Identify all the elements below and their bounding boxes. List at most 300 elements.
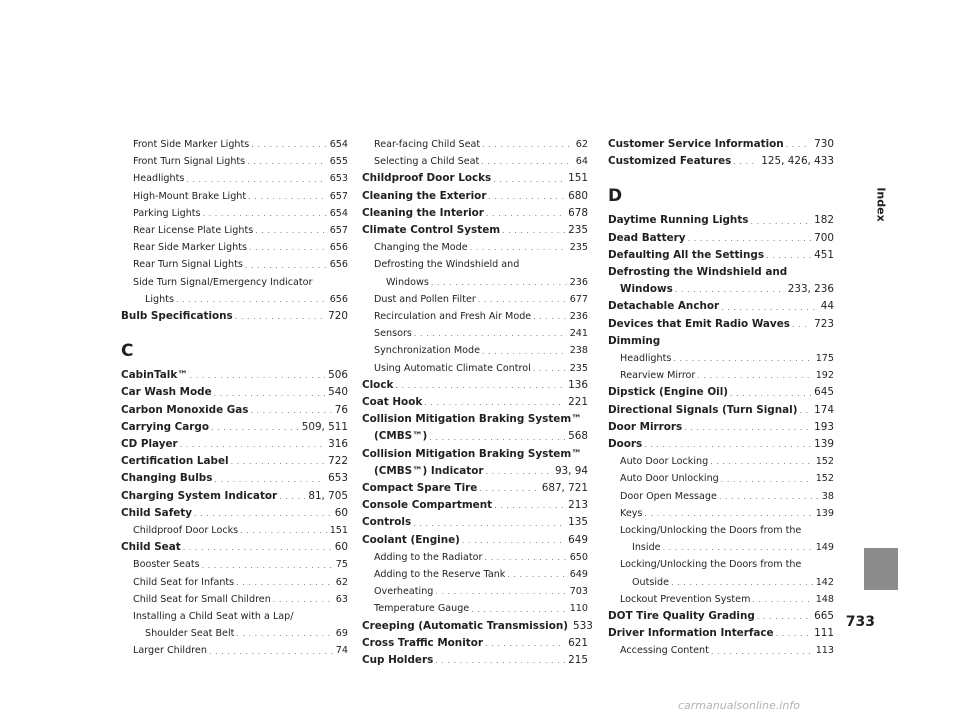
index-entry[interactable] bbox=[362, 239, 588, 256]
dot-leader bbox=[395, 381, 565, 391]
index-entry[interactable] bbox=[608, 367, 834, 384]
index-entry[interactable] bbox=[121, 522, 348, 539]
index-entry[interactable] bbox=[362, 514, 588, 531]
dot-leader bbox=[488, 192, 565, 202]
index-entry-page[interactable]: 238 bbox=[569, 345, 588, 357]
dot-leader bbox=[236, 578, 333, 588]
index-entry[interactable] bbox=[608, 539, 834, 556]
index-entry[interactable] bbox=[362, 222, 588, 239]
dot-leader bbox=[711, 647, 813, 657]
index-entry[interactable] bbox=[121, 274, 348, 291]
index-entry-page[interactable]: 656 bbox=[329, 259, 348, 271]
index-entry-term: Daytime Running Lights bbox=[608, 214, 749, 227]
dot-leader bbox=[273, 595, 333, 605]
dot-leader bbox=[485, 639, 565, 649]
index-entry[interactable] bbox=[121, 239, 348, 256]
index-entry[interactable] bbox=[608, 556, 834, 573]
dot-leader bbox=[211, 423, 299, 433]
index-column-1 bbox=[121, 136, 348, 660]
index-entry[interactable] bbox=[362, 566, 588, 583]
index-entry-page[interactable]: 506 bbox=[328, 369, 348, 382]
dot-leader bbox=[493, 175, 565, 185]
index-entry[interactable] bbox=[362, 170, 588, 187]
index-entry-page[interactable]: 657 bbox=[329, 190, 348, 202]
index-entry-page[interactable]: 650 bbox=[569, 551, 588, 563]
index-entry-term: Clock bbox=[362, 378, 394, 391]
index-entry-page[interactable]: 665 bbox=[814, 610, 834, 623]
index-entry-term: Temperature Gauge bbox=[374, 603, 470, 615]
index-entry[interactable] bbox=[608, 402, 834, 419]
dot-leader bbox=[429, 433, 565, 443]
index-entry[interactable] bbox=[608, 522, 834, 539]
index-entry-term: Driver Information Interface bbox=[608, 627, 774, 640]
index-entry[interactable] bbox=[362, 377, 588, 394]
index-entry[interactable] bbox=[608, 453, 834, 470]
dot-leader bbox=[478, 295, 567, 305]
index-entry[interactable] bbox=[362, 549, 588, 566]
dot-leader bbox=[255, 226, 326, 236]
index-entry-term: DOT Tire Quality Grading bbox=[608, 610, 755, 623]
dot-leader bbox=[481, 157, 572, 167]
index-entry-term: Dust and Pollen Filter bbox=[374, 293, 476, 305]
index-entry-term: Defrosting the Windshield and bbox=[374, 259, 520, 271]
dot-leader bbox=[697, 371, 812, 381]
index-entry-term: Accessing Content bbox=[620, 645, 709, 657]
index-entry-term: Coat Hook bbox=[362, 396, 423, 409]
index-entry[interactable] bbox=[362, 652, 588, 669]
index-entry-page[interactable]: 151 bbox=[329, 525, 348, 537]
index-entry-term: Collision Mitigation Braking System™ bbox=[362, 413, 582, 426]
index-entry-page[interactable]: 316 bbox=[328, 438, 348, 451]
index-entry[interactable] bbox=[121, 470, 348, 487]
dot-leader bbox=[240, 526, 327, 536]
index-entry[interactable] bbox=[362, 274, 588, 291]
index-entry-page[interactable]: 139 bbox=[815, 507, 834, 519]
index-entry-term: Detachable Anchor bbox=[608, 300, 720, 313]
dot-leader bbox=[733, 157, 758, 167]
watermark: carmanualsonline.info bbox=[678, 699, 800, 712]
dot-leader bbox=[471, 605, 566, 615]
index-entry-page[interactable]: 235 bbox=[568, 224, 588, 237]
index-entry[interactable] bbox=[608, 264, 834, 281]
index-entry-term: Locking/Unlocking the Doors from the bbox=[620, 559, 802, 571]
index-entry[interactable] bbox=[362, 618, 593, 635]
index-entry-page[interactable]: 142 bbox=[815, 576, 834, 588]
index-entry-page[interactable]: 540 bbox=[328, 386, 348, 399]
index-entry-page[interactable]: 60 bbox=[334, 541, 348, 554]
index-entry-page[interactable]: 653 bbox=[329, 173, 348, 185]
dot-leader bbox=[231, 457, 326, 467]
index-entry-term: Selecting a Child Seat bbox=[374, 156, 480, 168]
index-entry-page[interactable]: 76 bbox=[334, 403, 348, 416]
index-entry-term: Customer Service Information bbox=[608, 138, 784, 150]
index-entry[interactable] bbox=[362, 291, 588, 308]
index-entry-page[interactable]: 213 bbox=[568, 499, 588, 512]
index-entry[interactable] bbox=[121, 436, 348, 453]
index-entry-page[interactable]: 81, 705 bbox=[308, 489, 348, 502]
index-entry[interactable] bbox=[121, 642, 348, 659]
dot-leader bbox=[435, 656, 565, 666]
index-entry-term: Cross Traffic Monitor bbox=[362, 636, 483, 649]
index-entry-page[interactable]: 236 bbox=[569, 276, 588, 288]
index-entry-term: CabinTalk™ bbox=[121, 369, 188, 382]
index-entry-term: Directional Signals (Turn Signal) bbox=[608, 403, 798, 416]
index-entry[interactable] bbox=[608, 419, 834, 436]
dot-leader bbox=[190, 371, 326, 381]
index-entry-page[interactable]: 152 bbox=[815, 473, 834, 485]
dot-leader bbox=[470, 243, 567, 253]
index-column-2 bbox=[362, 136, 593, 669]
index-entry[interactable] bbox=[362, 256, 588, 273]
index-entry-page[interactable]: 152 bbox=[815, 456, 834, 468]
index-entry[interactable] bbox=[362, 325, 588, 342]
index-entry[interactable] bbox=[608, 505, 834, 522]
dot-leader bbox=[413, 519, 565, 529]
index-entry[interactable] bbox=[121, 402, 348, 419]
index-entry[interactable] bbox=[121, 539, 348, 556]
index-entry-term: Overheating bbox=[374, 586, 434, 598]
index-entry[interactable] bbox=[362, 446, 588, 463]
index-entry[interactable] bbox=[121, 291, 348, 308]
index-entry-term: Door Open Message bbox=[620, 490, 717, 502]
index-entry-page[interactable]: 656 bbox=[329, 293, 348, 305]
index-entry-term: Locking/Unlocking the Doors from the bbox=[620, 525, 802, 537]
index-entry-page[interactable]: 93, 94 bbox=[554, 464, 588, 477]
index-entry[interactable] bbox=[121, 556, 348, 573]
dot-leader bbox=[719, 492, 819, 502]
dot-leader bbox=[533, 364, 567, 374]
index-entry[interactable] bbox=[362, 342, 588, 359]
index-entry-term: Controls bbox=[362, 516, 412, 529]
index-entry-page[interactable]: 63 bbox=[335, 593, 348, 605]
index-letter-heading: D bbox=[608, 186, 623, 207]
index-entry-page[interactable]: 687, 721 bbox=[541, 482, 588, 495]
index-entry[interactable] bbox=[608, 153, 834, 170]
index-entry[interactable] bbox=[121, 222, 348, 239]
index-entry[interactable] bbox=[608, 642, 834, 659]
index-entry-page[interactable]: 69 bbox=[335, 628, 348, 640]
index-entry[interactable] bbox=[121, 574, 348, 591]
index-entry-page[interactable]: 730 bbox=[814, 138, 834, 150]
index-entry-term: Using Automatic Climate Control bbox=[374, 362, 531, 374]
index-entry-page[interactable]: 700 bbox=[814, 231, 834, 244]
index-entry-term: Cup Holders bbox=[362, 654, 434, 667]
index-entry-term: Defrosting the Windshield and bbox=[608, 266, 788, 279]
index-entry[interactable] bbox=[121, 188, 348, 205]
index-entry-term: Car Wash Mode bbox=[121, 386, 212, 399]
index-entry[interactable] bbox=[121, 136, 348, 153]
index-entry-term: Side Turn Signal/Emergency Indicator bbox=[133, 276, 313, 288]
dot-leader bbox=[644, 509, 812, 519]
index-entry-term: Bulb Specifications bbox=[121, 310, 233, 323]
index-entry-term: Doors bbox=[608, 438, 643, 451]
dot-leader bbox=[209, 647, 333, 657]
index-entry-page[interactable]: 649 bbox=[569, 569, 588, 581]
index-entry-page[interactable]: 509, 511 bbox=[301, 420, 348, 433]
dot-leader bbox=[247, 157, 327, 167]
index-entry-page[interactable]: 680 bbox=[568, 189, 588, 202]
index-entry-term: Childproof Door Locks bbox=[133, 525, 239, 537]
dot-leader bbox=[214, 389, 326, 399]
index-entry[interactable] bbox=[121, 625, 348, 642]
index-entry-term: CD Player bbox=[121, 438, 178, 451]
index-entry-page[interactable]: 125, 426, 433 bbox=[761, 155, 834, 168]
index-entry[interactable] bbox=[608, 281, 834, 298]
index-entry[interactable] bbox=[608, 316, 834, 333]
dot-leader bbox=[279, 492, 305, 502]
dot-leader bbox=[203, 209, 327, 219]
dot-leader bbox=[486, 209, 565, 219]
dot-leader bbox=[202, 561, 333, 571]
index-entry[interactable] bbox=[121, 170, 348, 187]
index-entry-term: Adding to the Radiator bbox=[374, 551, 483, 563]
index-entry[interactable] bbox=[608, 384, 834, 401]
index-entry-page[interactable]: 653 bbox=[328, 472, 348, 485]
index-entry[interactable] bbox=[362, 394, 588, 411]
index-entry[interactable] bbox=[121, 419, 348, 436]
section-tab-marker bbox=[864, 548, 898, 590]
index-entry-page[interactable]: 678 bbox=[568, 206, 588, 219]
index-entry[interactable] bbox=[362, 428, 588, 445]
dot-leader bbox=[482, 140, 573, 150]
side-tab-label: Index bbox=[874, 186, 888, 222]
index-entry[interactable] bbox=[121, 308, 348, 325]
index-entry[interactable] bbox=[608, 230, 834, 247]
index-entry-page[interactable]: 677 bbox=[569, 293, 588, 305]
index-entry[interactable] bbox=[608, 488, 834, 505]
index-entry-term: Lockout Prevention System bbox=[620, 593, 751, 605]
index-entry-page[interactable]: 235 bbox=[569, 362, 588, 374]
index-entry-term: Certification Label bbox=[121, 455, 229, 468]
index-entry[interactable] bbox=[608, 136, 834, 153]
index-entry-term: Carbon Monoxide Gas bbox=[121, 403, 249, 416]
index-entry[interactable] bbox=[362, 583, 588, 600]
dot-leader bbox=[414, 329, 567, 339]
index-entry[interactable] bbox=[121, 453, 348, 470]
index-entry[interactable] bbox=[608, 333, 834, 350]
index-entry-term: Child Seat bbox=[121, 541, 181, 554]
index-entry[interactable] bbox=[608, 608, 834, 625]
index-entry[interactable] bbox=[121, 367, 348, 384]
index-entry-page[interactable]: 60 bbox=[334, 506, 348, 519]
index-entry-term: Child Safety bbox=[121, 506, 193, 519]
index-entry[interactable] bbox=[121, 608, 348, 625]
index-entry-term: Child Seat for Infants bbox=[133, 576, 235, 588]
index-entry-page[interactable]: 568 bbox=[568, 430, 588, 443]
index-entry-page[interactable]: 657 bbox=[329, 225, 348, 237]
index-entry[interactable] bbox=[362, 308, 588, 325]
index-entry[interactable] bbox=[121, 591, 348, 608]
dot-leader bbox=[250, 406, 331, 416]
index-entry-term: High-Mount Brake Light bbox=[133, 190, 247, 202]
dot-leader bbox=[507, 570, 566, 580]
dot-leader bbox=[644, 440, 811, 450]
index-entry-page[interactable]: 38 bbox=[821, 490, 834, 502]
dot-leader bbox=[730, 389, 811, 399]
index-entry-term: Door Mirrors bbox=[608, 420, 683, 433]
index-entry-term: Creeping (Automatic Transmission) bbox=[362, 619, 569, 632]
index-entry[interactable] bbox=[608, 574, 834, 591]
index-entry-page[interactable]: 703 bbox=[569, 586, 588, 598]
index-entry[interactable] bbox=[121, 153, 348, 170]
index-entry-page[interactable]: 233, 236 bbox=[787, 283, 834, 296]
dot-leader bbox=[479, 484, 538, 494]
index-entry[interactable] bbox=[608, 247, 834, 264]
index-entry-page[interactable]: 182 bbox=[814, 214, 834, 227]
index-entry-page[interactable]: 235 bbox=[569, 242, 588, 254]
index-entry-term: Coolant (Engine) bbox=[362, 533, 460, 546]
index-entry-page[interactable]: 215 bbox=[568, 654, 588, 667]
index-entry-page[interactable]: 621 bbox=[568, 636, 588, 649]
index-entry[interactable] bbox=[362, 136, 588, 153]
index-entry-term: Installing a Child Seat with a Lap/ bbox=[133, 611, 294, 623]
dot-leader bbox=[776, 629, 812, 639]
index-entry-term: Booster Seats bbox=[133, 559, 200, 571]
index-entry-term: (CMBS™) Indicator bbox=[374, 464, 484, 477]
index-entry-term: Dipstick (Engine Oil) bbox=[608, 386, 729, 399]
index-entry-page[interactable]: 62 bbox=[575, 139, 588, 150]
dot-leader bbox=[799, 406, 811, 416]
index-entry-page[interactable]: 75 bbox=[335, 559, 348, 571]
index-entry-term: Windows bbox=[386, 276, 429, 288]
index-entry-page[interactable]: 451 bbox=[814, 248, 834, 261]
index-entry-term: Headlights bbox=[133, 173, 185, 185]
index-entry-term: (CMBS™) bbox=[374, 430, 428, 443]
index-entry-term: Shoulder Seat Belt bbox=[145, 628, 235, 640]
index-entry-term: Rear Side Marker Lights bbox=[133, 242, 247, 254]
index-entry-page[interactable]: 192 bbox=[815, 370, 834, 382]
index-entry-page[interactable]: 221 bbox=[568, 396, 588, 409]
index-entry[interactable] bbox=[362, 411, 588, 428]
index-entry[interactable] bbox=[362, 600, 588, 617]
index-entry[interactable] bbox=[608, 298, 834, 315]
index-entry[interactable] bbox=[362, 188, 588, 205]
index-entry-page[interactable]: 174 bbox=[814, 403, 834, 416]
index-entry-page[interactable]: 645 bbox=[814, 386, 834, 399]
index-entry-page[interactable]: 241 bbox=[569, 328, 588, 340]
index-entry-term: Defaulting All the Settings bbox=[608, 248, 765, 261]
dot-leader bbox=[688, 234, 812, 244]
index-entry-page[interactable]: 656 bbox=[329, 242, 348, 254]
index-entry[interactable] bbox=[608, 436, 834, 453]
index-entry-term: Customized Features bbox=[608, 155, 732, 168]
index-entry-page[interactable]: 649 bbox=[568, 533, 588, 546]
index-entry-page[interactable]: 64 bbox=[575, 156, 588, 168]
index-entry-page[interactable]: 110 bbox=[569, 603, 588, 615]
dot-leader bbox=[684, 423, 811, 433]
dot-leader bbox=[673, 354, 812, 364]
index-entry[interactable] bbox=[362, 463, 588, 480]
index-entry-term: Dimming bbox=[608, 334, 661, 347]
index-entry[interactable] bbox=[362, 480, 588, 497]
index-entry-term: Lights bbox=[145, 293, 174, 305]
index-entry-page[interactable]: 723 bbox=[814, 317, 834, 330]
index-entry[interactable] bbox=[121, 256, 348, 273]
dot-leader bbox=[786, 140, 811, 150]
index-entry[interactable] bbox=[608, 625, 834, 642]
index-entry-page[interactable]: 654 bbox=[329, 207, 348, 219]
index-entry[interactable] bbox=[362, 635, 588, 652]
index-entry-page[interactable]: 722 bbox=[328, 455, 348, 468]
index-entry-page[interactable]: 111 bbox=[814, 627, 834, 640]
index-entry[interactable] bbox=[608, 591, 834, 608]
index-entry-page[interactable]: 175 bbox=[815, 353, 834, 365]
index-entry[interactable] bbox=[362, 360, 588, 377]
page-number: 733 bbox=[845, 614, 875, 630]
index-entry-term: Cleaning the Interior bbox=[362, 206, 484, 219]
index-entry-term: Rear-facing Child Seat bbox=[374, 139, 481, 150]
index-entry[interactable] bbox=[362, 497, 588, 514]
index-entry-page[interactable]: 193 bbox=[814, 420, 834, 433]
dot-leader bbox=[766, 251, 811, 261]
index-entry[interactable] bbox=[121, 488, 348, 505]
index-entry[interactable] bbox=[362, 205, 588, 222]
dot-leader bbox=[236, 629, 332, 639]
index-entry-page[interactable]: 136 bbox=[568, 378, 588, 391]
index-entry[interactable] bbox=[121, 505, 348, 522]
index-entry-term: Synchronization Mode bbox=[374, 345, 481, 357]
dot-leader bbox=[484, 553, 566, 563]
index-entry-page[interactable]: 720 bbox=[328, 310, 348, 323]
index-entry-term: Adding to the Reserve Tank bbox=[374, 569, 506, 581]
index-entry-page[interactable]: 654 bbox=[329, 139, 348, 150]
dot-leader bbox=[663, 543, 813, 553]
index-column-3 bbox=[608, 136, 834, 660]
index-entry-page[interactable]: 236 bbox=[569, 311, 588, 323]
index-entry-page[interactable]: 655 bbox=[329, 156, 348, 168]
index-entry-term: Changing the Mode bbox=[374, 242, 468, 254]
index-entry[interactable] bbox=[362, 153, 588, 170]
dot-leader bbox=[721, 475, 813, 485]
index-entry-page[interactable]: 44 bbox=[820, 300, 834, 313]
index-entry-page[interactable]: 74 bbox=[335, 645, 348, 657]
index-entry[interactable] bbox=[608, 350, 834, 367]
dot-leader bbox=[248, 192, 327, 202]
index-entry-term: Devices that Emit Radio Waves bbox=[608, 317, 790, 330]
index-entry-term: Front Side Marker Lights bbox=[133, 139, 250, 150]
index-entry-page[interactable]: 113 bbox=[815, 645, 834, 657]
index-entry-term: Headlights bbox=[620, 353, 672, 365]
index-entry-term: Charging System Indicator bbox=[121, 489, 278, 502]
index-entry[interactable] bbox=[608, 212, 834, 229]
index-entry-page[interactable]: 149 bbox=[815, 542, 834, 554]
index-entry-page[interactable]: 62 bbox=[335, 576, 348, 588]
dot-leader bbox=[186, 175, 326, 185]
dot-leader bbox=[710, 457, 813, 467]
index-entry-page[interactable]: 139 bbox=[814, 438, 834, 451]
index-entry[interactable] bbox=[121, 384, 348, 401]
index-entry[interactable] bbox=[121, 205, 348, 222]
dot-leader bbox=[214, 475, 325, 485]
index-entry-term: Changing Bulbs bbox=[121, 472, 213, 485]
index-entry-page[interactable]: 135 bbox=[568, 516, 588, 529]
index-entry-page[interactable]: 148 bbox=[815, 593, 834, 605]
index-entry-page[interactable]: 151 bbox=[568, 172, 588, 185]
index-entry-term: Windows bbox=[620, 283, 673, 296]
dot-leader bbox=[671, 578, 813, 588]
index-entry[interactable] bbox=[608, 470, 834, 487]
index-entry-term: Rear Turn Signal Lights bbox=[133, 259, 243, 271]
index-entry-term: Child Seat for Small Children bbox=[133, 593, 271, 605]
index-entry-term: Keys bbox=[620, 507, 643, 519]
index-entry-page[interactable]: 533 bbox=[573, 619, 593, 632]
index-entry[interactable] bbox=[362, 532, 588, 549]
index-letter-heading: C bbox=[121, 341, 134, 362]
index-entry-term: Climate Control System bbox=[362, 224, 501, 237]
index-side-tab[interactable] bbox=[864, 184, 898, 224]
dot-leader bbox=[752, 595, 812, 605]
index-entry-term: Parking Lights bbox=[133, 207, 201, 219]
